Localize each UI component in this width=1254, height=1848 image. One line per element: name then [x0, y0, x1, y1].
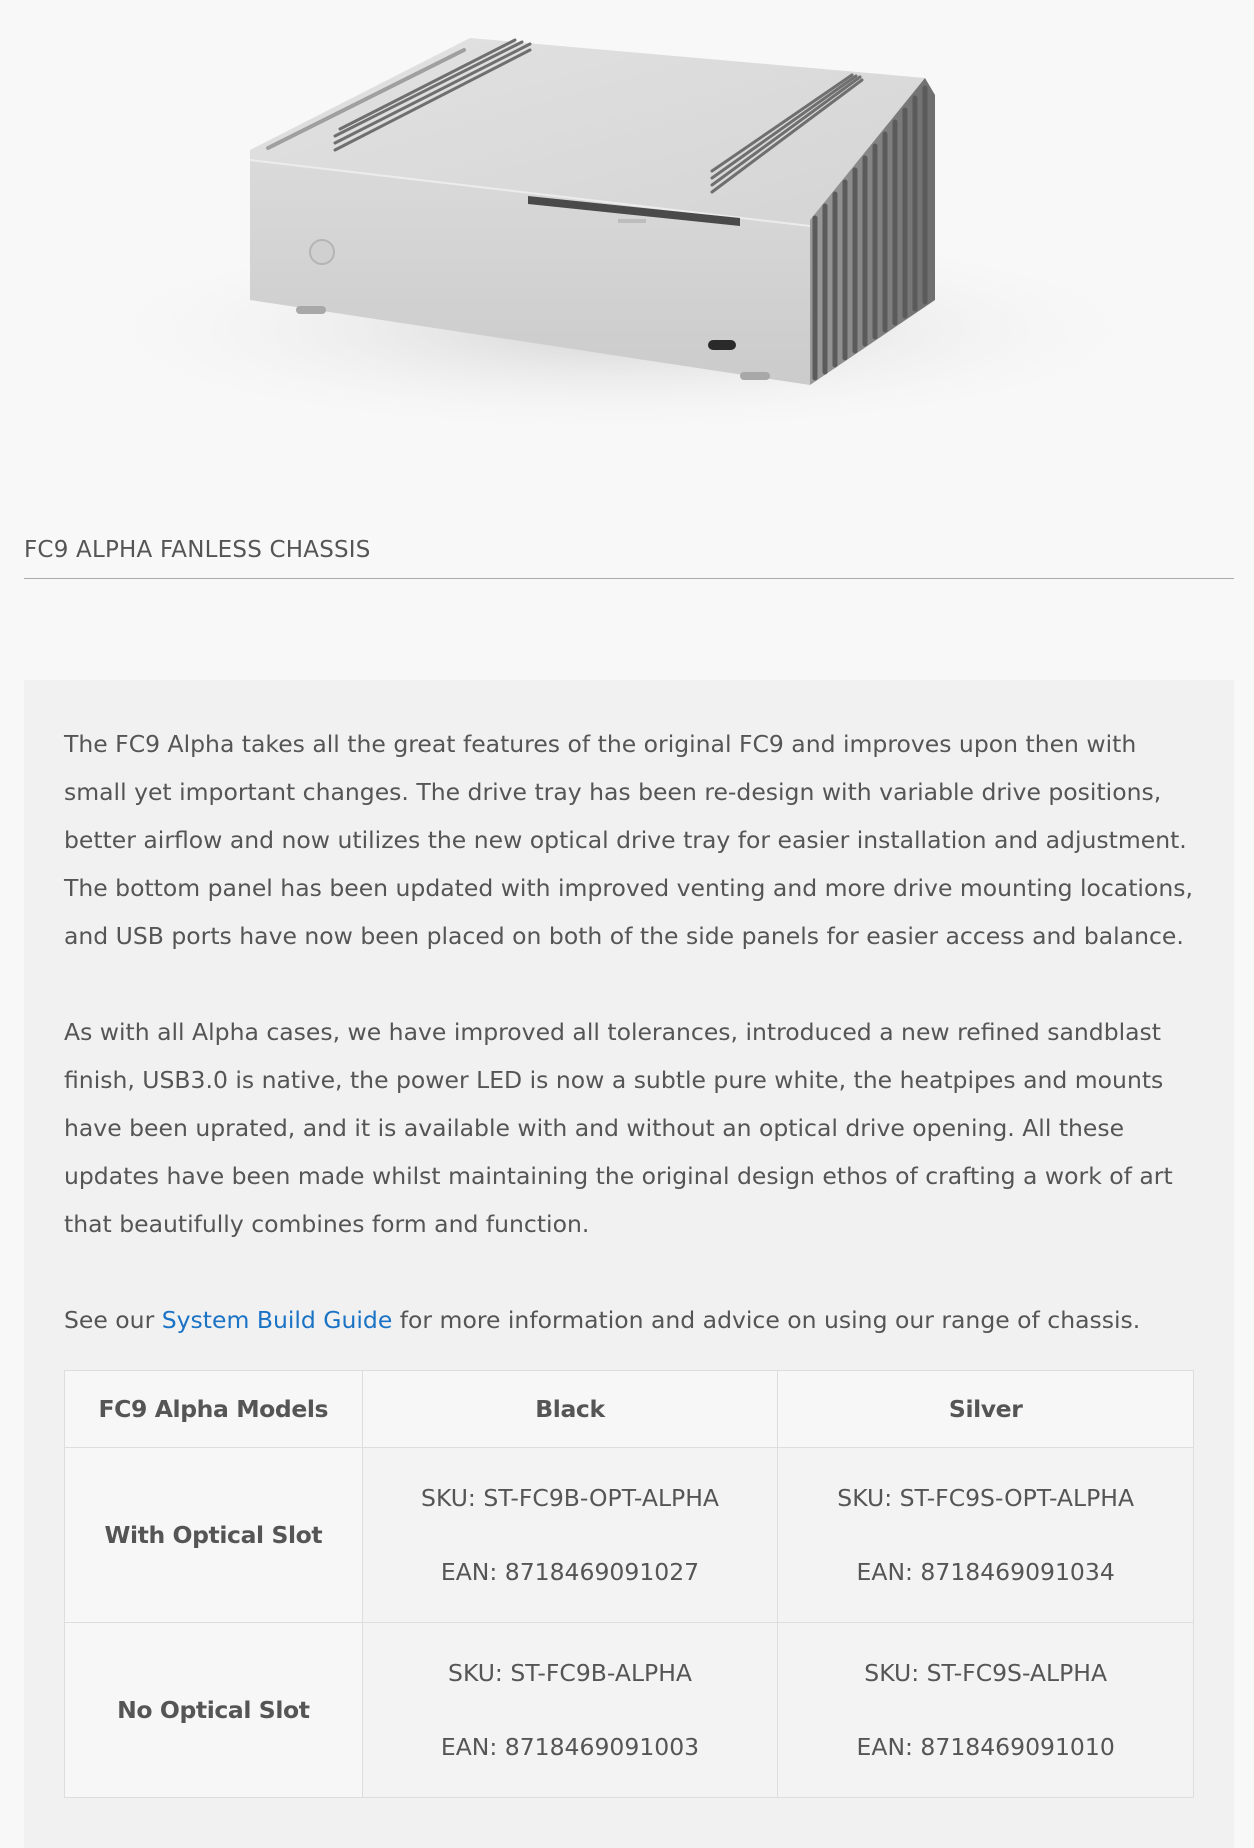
product-image: [0, 0, 1254, 480]
fanless-chassis-image: [0, 0, 1254, 480]
guide-suffix: for more information and advice on using our range of chassis.: [392, 1306, 1141, 1334]
black-cell: [362, 1623, 778, 1798]
product-title: FC9 ALPHA FANLESS CHASSIS: [24, 532, 1234, 579]
row-label: With Optical Slot: [65, 1448, 363, 1623]
sku-value: SKU: ST-FC9B-ALPHA: [448, 1659, 692, 1687]
silver-cell: [778, 1448, 1194, 1623]
system-build-guide-link[interactable]: System Build Guide: [161, 1306, 393, 1334]
sku-value: SKU: ST-FC9B-OPT-ALPHA: [421, 1484, 719, 1512]
sku-value: SKU: ST-FC9S-OPT-ALPHA: [837, 1484, 1135, 1512]
table-header-row: [65, 1371, 1194, 1448]
row-label: No Optical Slot: [65, 1623, 363, 1798]
silver-cell: [778, 1623, 1194, 1798]
ean-value: EAN: 8718469091003: [440, 1733, 700, 1761]
black-cell: [362, 1448, 778, 1623]
header-black: Black: [362, 1371, 778, 1448]
description-panel: [24, 680, 1234, 1848]
table-row: [65, 1623, 1194, 1798]
description-paragraph-1: The FC9 Alpha takes all the great features of the original FC9 and improves upon then with small yet important changes. The drive tray has been re-design with variable drive positions, better airflow and now utilizes the new optical drive tray for easier installation and adjustment. The bottom panel has been updated with improved venting and more drive mounting locations, and USB ports have now been placed on both of the side panels for easier access and balance.: [64, 730, 1193, 950]
ean-value: EAN: 8718469091027: [440, 1558, 700, 1586]
ean-value: EAN: 8718469091010: [856, 1733, 1115, 1761]
header-silver: Silver: [778, 1371, 1194, 1448]
table-row: [65, 1448, 1194, 1623]
description-paragraph-2: As with all Alpha cases, we have improved all tolerances, introduced a new refined sandblast finish, USB3.0 is native, the power LED is now a subtle pure white, the heatpipes and mounts have been uprated, and it is available with and without an optical drive opening. All these updates have been made whilst maintaining the original design ethos of crafting a work of art that beautifully combines form and function.: [64, 1018, 1173, 1238]
guide-prefix: See our: [64, 1306, 162, 1334]
sku-value: SKU: ST-FC9S-ALPHA: [864, 1659, 1108, 1687]
guide-sentence: [64, 1296, 1194, 1344]
models-table: [64, 1370, 1194, 1798]
ean-value: EAN: 8718469091034: [856, 1558, 1115, 1586]
header-models: FC9 Alpha Models: [65, 1371, 363, 1448]
